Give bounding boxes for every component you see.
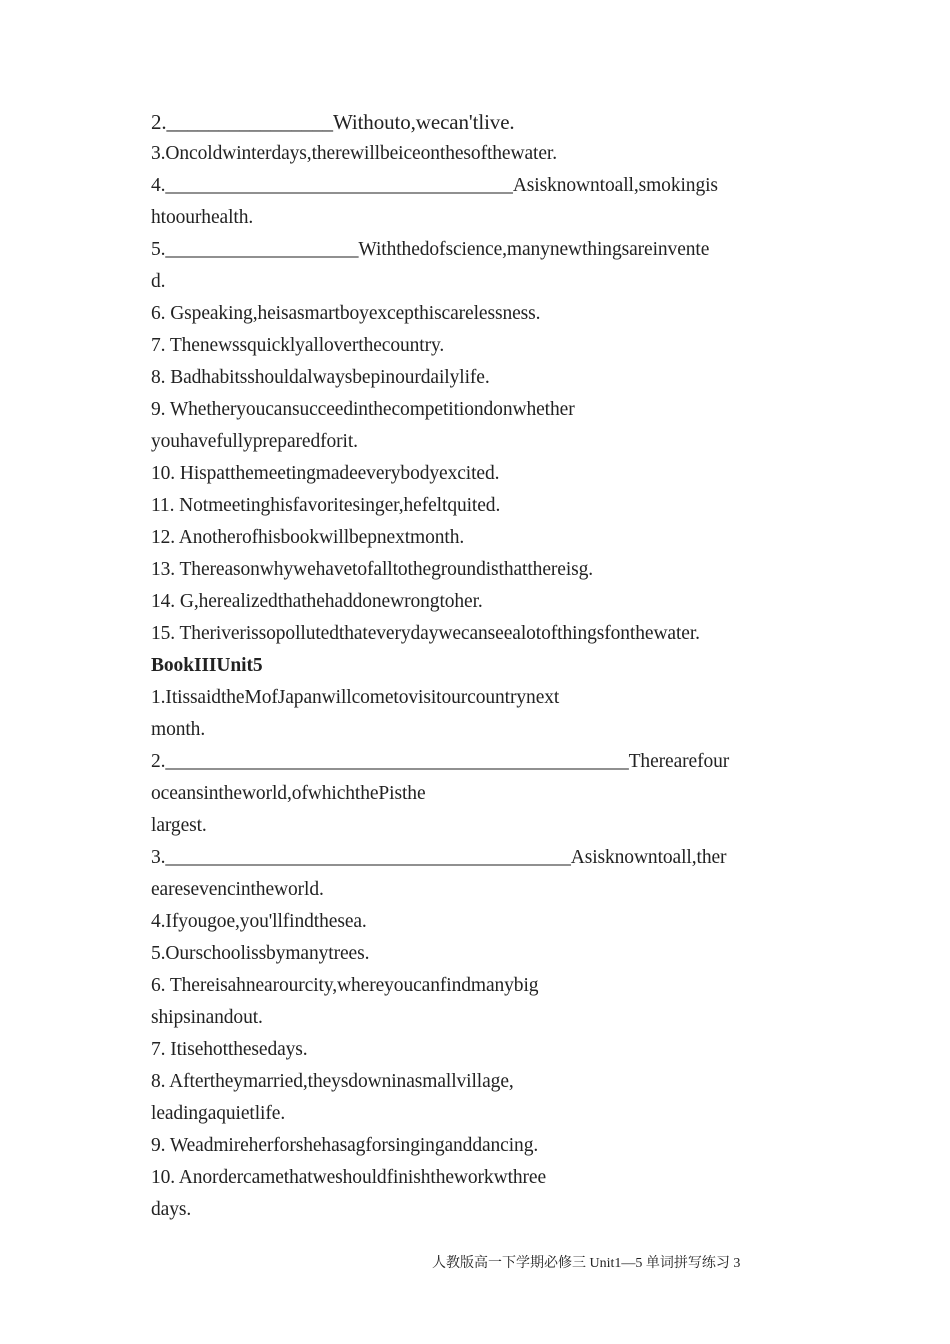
text-line: 10. Hispatthemeetingmadeeverybodyexcited. bbox=[151, 463, 500, 484]
text-line: 13. Thereasonwhywehavetofalltothegroundisthatthereisg. bbox=[151, 559, 594, 580]
text-line: 10. Anordercamethatweshouldfinishtheworkwthree bbox=[151, 1167, 547, 1188]
text-line: 9. Weadmireherforshehasagforsinginganddancing. bbox=[151, 1135, 539, 1156]
text-line: 5.____________________Withthedofscience,manynewthingsareinvente bbox=[151, 239, 710, 260]
text-line: 6. Gspeaking,heisasmartboyexcepthiscarelessness. bbox=[151, 303, 541, 324]
text-line: oceansintheworld,ofwhichthePisthe bbox=[151, 783, 426, 804]
text-line: 7. Itisehotthesedays. bbox=[151, 1039, 308, 1060]
text-line: earesevencintheworld. bbox=[151, 879, 324, 900]
document-body bbox=[151, 106, 811, 1226]
text-line: shipsinandout. bbox=[151, 1007, 263, 1028]
text-line: 3.Oncoldwinterdays,therewillbeiceonthesofthewater. bbox=[151, 143, 557, 164]
text-line: 2.________________Withouto,wecan'tlive. bbox=[151, 110, 515, 134]
text-line: 14. G,herealizedthathehaddonewrongtoher. bbox=[151, 591, 483, 612]
text-line: 3.__________________________________________Asisknowntoall,ther bbox=[151, 847, 727, 868]
text-line: leadingaquietlife. bbox=[151, 1103, 286, 1124]
text-line: youhavefullypreparedforit. bbox=[151, 431, 358, 452]
text-line: 8. Badhabitsshouldalwaysbepinourdailylife. bbox=[151, 367, 490, 388]
text-line: 9. Whetheryoucansucceedinthecompetitiondonwhether bbox=[151, 399, 575, 420]
text-line: largest. bbox=[151, 815, 207, 836]
section-heading: BookIIIUnit5 bbox=[151, 655, 263, 676]
page-footer: 人教版高一下学期必修三 Unit1—5 单词拼写练习 3 bbox=[432, 1256, 741, 1271]
text-line: 5.Ourschoolissbymanytrees. bbox=[151, 943, 370, 964]
text-line: 7. Thenewssquicklyalloverthecountry. bbox=[151, 335, 445, 356]
text-line: 11. Notmeetinghisfavoritesinger,hefeltquited. bbox=[151, 495, 501, 516]
text-line: days. bbox=[151, 1199, 192, 1220]
text-line: 1.ItissaidtheMofJapanwillcometovisitourcountrynext bbox=[151, 687, 560, 708]
text-line: 12. Anotherofhisbookwillbepnextmonth. bbox=[151, 527, 465, 548]
text-line: htoourhealth. bbox=[151, 207, 254, 228]
text-line: 6. Thereisahnearourcity,whereyoucanfindmanybig bbox=[151, 975, 539, 996]
text-line: 4.____________________________________Asisknowntoall,smokingis bbox=[151, 175, 718, 196]
text-line: 15. Theriverissopollutedthateverydaywecanseealotofthingsfonthewater. bbox=[151, 623, 700, 644]
text-line: 8. Aftertheymarried,theysdowninasmallvillage, bbox=[151, 1071, 514, 1092]
text-line: 4.Ifyougoe,you'llfindthesea. bbox=[151, 911, 367, 932]
text-line: 2.________________________________________________Therearefour bbox=[151, 751, 730, 772]
text-line: month. bbox=[151, 719, 206, 740]
text-line: d. bbox=[151, 271, 166, 292]
